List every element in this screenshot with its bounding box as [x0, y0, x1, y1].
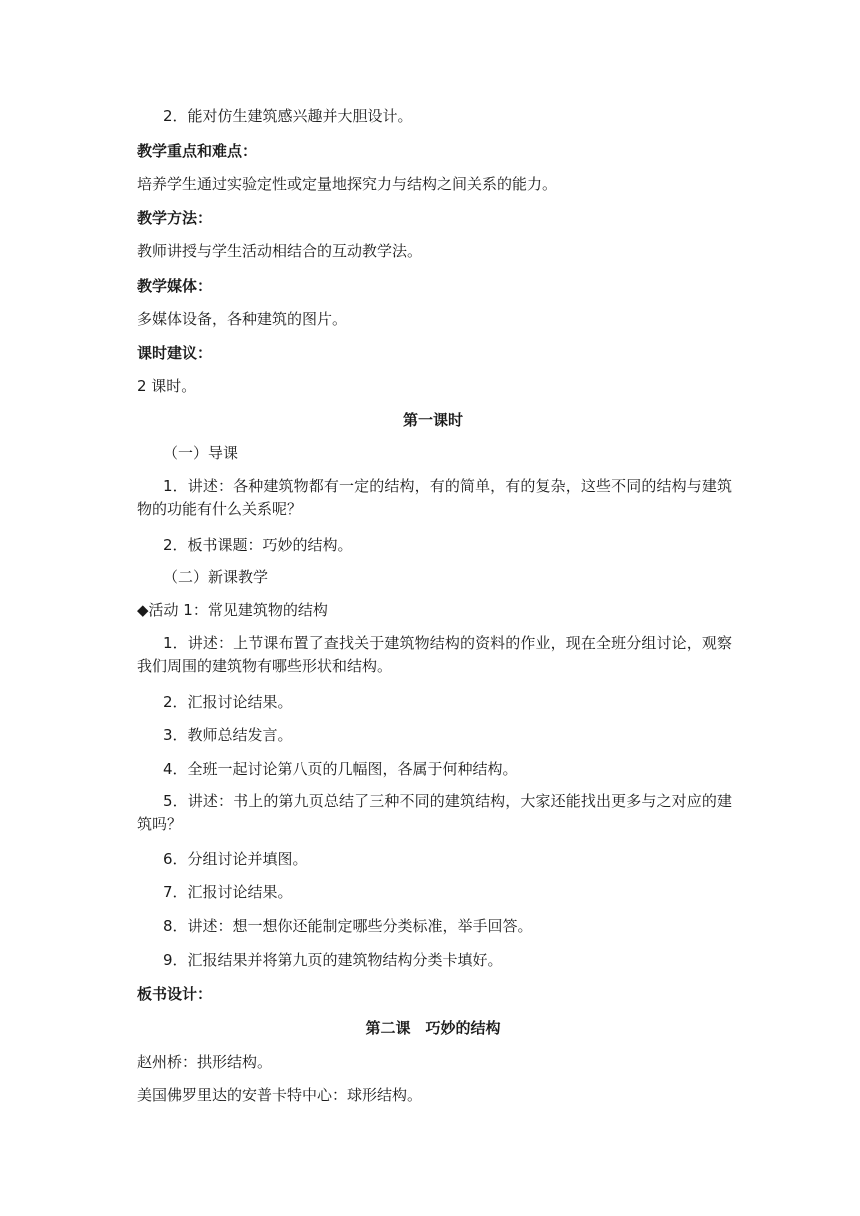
- activity-step-2: 2．汇报讨论结果。: [163, 693, 293, 711]
- heading-board-design: 板书设计：: [137, 985, 213, 1003]
- heading-teaching-media: 教学媒体：: [137, 277, 213, 295]
- activity-step-8: 8．讲述：想一想你还能制定哪些分类标准，举手回答。: [163, 917, 533, 935]
- intro-step-1: 1．讲述：各种建筑物都有一定的结构，有的简单，有的复杂，这些不同的结构与建筑物的功能有什么关系呢？: [137, 477, 732, 518]
- lesson-1-title: 第一课时: [402, 411, 463, 429]
- activity-step-1: 1．讲述：上节课布置了查找关于建筑物结构的资料的作业，现在全班分组讨论，观察我们周围的建筑物有哪些形状和结构。: [137, 634, 732, 675]
- heading-key-points: 教学重点和难点：: [137, 142, 258, 160]
- key-points-text: 培养学生通过实验定性或定量地探究力与结构之间关系的能力。: [137, 175, 558, 193]
- class-hours-text: 2 课时。: [137, 377, 197, 395]
- activity-1-heading: ◆活动 1：常见建筑物的结构: [137, 601, 328, 619]
- teaching-method-text: 教师讲授与学生活动相结合的互动教学法。: [137, 242, 423, 260]
- intro-heading: （一）导课: [163, 444, 239, 462]
- activity-step-5: 5．讲述：书上的第九页总结了三种不同的建筑结构，大家还能找出更多与之对应的建筑吗？: [137, 792, 732, 833]
- new-lesson-heading: （二）新课教学: [163, 568, 269, 586]
- activity-step-3: 3．教师总结发言。: [163, 726, 293, 744]
- teaching-media-text: 多媒体设备，各种建筑的图片。: [137, 310, 348, 328]
- board-line-2: 美国佛罗里达的安普卡特中心：球形结构。: [137, 1086, 423, 1104]
- board-title: 第二课 巧妙的结构: [365, 1019, 501, 1037]
- objective-2: 2．能对仿生建筑感兴趣并大胆设计。: [163, 107, 413, 125]
- board-line-1: 赵州桥：拱形结构。: [137, 1053, 273, 1071]
- activity-step-9: 9．汇报结果并将第九页的建筑物结构分类卡填好。: [163, 951, 503, 969]
- activity-step-7: 7．汇报讨论结果。: [163, 883, 293, 901]
- heading-class-hours: 课时建议：: [137, 344, 213, 362]
- activity-step-4: 4．全班一起讨论第八页的几幅图，各属于何种结构。: [163, 760, 518, 778]
- intro-step-2: 2．板书课题：巧妙的结构。: [163, 536, 353, 554]
- heading-teaching-method: 教学方法：: [137, 209, 213, 227]
- activity-step-6: 6．分组讨论并填图。: [163, 850, 308, 868]
